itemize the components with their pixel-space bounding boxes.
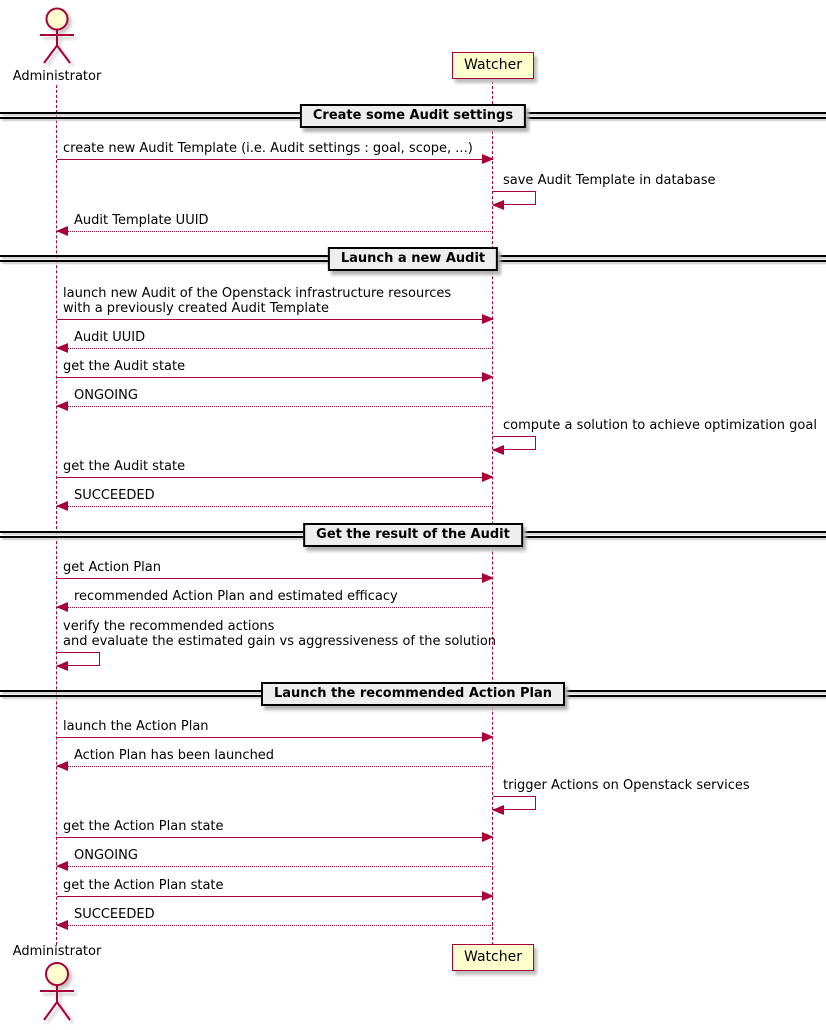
message-label: ONGOING [74,388,138,403]
message [57,560,493,579]
actor-administrator-top [34,7,80,69]
arrowhead-left-icon [56,602,68,612]
arrow-line [57,578,493,579]
self-arrow-loop [493,191,536,205]
section-divider [0,682,826,708]
message-label: compute a solution to achieve optimization goal [503,418,817,433]
message-label: get Action Plan [63,560,161,575]
arrowhead-right-icon [482,314,494,324]
arrowhead-left-icon [56,661,68,671]
self-message [57,619,496,666]
return-message [57,388,493,407]
participant-watcher-top: Watcher [452,52,534,79]
arrow-line [57,506,493,507]
section-divider [0,104,826,130]
actor-label-administrator-bottom: Administrator [12,944,102,959]
arrow-line [57,925,493,926]
arrow-line [57,766,493,767]
actor-administrator-bottom [34,961,80,1027]
arrowhead-left-icon [56,226,68,236]
arrow-line [57,377,493,378]
arrowhead-right-icon [482,372,494,382]
message-label: Action Plan has been launched [74,748,275,763]
message-label: verify the recommended actions [63,619,275,634]
section-divider [0,523,826,549]
message [57,141,493,160]
arrow-line [57,837,493,838]
message [57,819,493,838]
self-arrow-loop [493,796,536,810]
arrow-line [57,607,493,608]
arrowhead-right-icon [482,573,494,583]
arrow-line [57,231,493,232]
arrowhead-left-icon [56,501,68,511]
arrow-line [57,737,493,738]
self-message [493,418,817,450]
return-message [57,589,493,608]
arrowhead-left-icon [56,861,68,871]
message-label: SUCCEEDED [74,907,155,922]
arrow-line [57,159,493,160]
message-label: get the Action Plan state [63,878,224,893]
message [57,719,493,738]
lifeline-watcher [492,81,493,945]
arrowhead-right-icon [482,891,494,901]
participant-watcher-bottom: Watcher [452,944,534,971]
message-label: get the Audit state [63,459,186,474]
return-message [57,330,493,349]
return-message [57,907,493,926]
arrowhead-right-icon [482,154,494,164]
message-label: Audit Template UUID [74,213,209,228]
message-label: ONGOING [74,848,138,863]
message-label: save Audit Template in database [503,173,716,188]
arrowhead-right-icon [482,732,494,742]
arrowhead-left-icon [56,343,68,353]
arrowhead-left-icon [492,445,504,455]
message [57,359,493,378]
self-arrow-loop [493,436,536,450]
section-divider-label: Launch a new Audit [328,247,498,271]
arrow-line [57,477,493,478]
message [57,878,493,897]
actor-stick-figure-icon [34,7,80,65]
message-label: and evaluate the estimated gain vs aggressiveness of the solution [63,634,497,649]
self-arrow-loop [57,652,100,666]
actor-stick-figure-icon [34,961,80,1023]
arrow-line [57,896,493,897]
arrowhead-left-icon [492,200,504,210]
section-divider [0,247,826,273]
return-message [57,748,493,767]
self-message [493,173,716,205]
message-label: with a previously created Audit Template [63,301,330,316]
section-divider-label: Get the result of the Audit [303,523,523,547]
message-label: launch the Action Plan [63,719,209,734]
message-label: create new Audit Template (i.e. Audit settings : goal, scope, ...) [63,141,473,156]
return-message [57,488,493,507]
message-label: get the Action Plan state [63,819,224,834]
message-label: Audit UUID [74,330,146,345]
message-label: trigger Actions on Openstack services [503,778,750,793]
arrowhead-left-icon [492,805,504,815]
arrowhead-right-icon [482,472,494,482]
message-label: SUCCEEDED [74,488,155,503]
arrowhead-left-icon [56,761,68,771]
return-message [57,848,493,867]
message [57,286,493,320]
section-divider-label: Launch the recommended Action Plan [261,682,565,706]
message-label: get the Audit state [63,359,186,374]
message-label: recommended Action Plan and estimated efficacy [74,589,398,604]
section-divider-label: Create some Audit settings [300,104,526,128]
arrowhead-left-icon [56,401,68,411]
return-message [57,213,493,232]
arrow-line [57,406,493,407]
message [57,459,493,478]
arrow-line [57,319,493,320]
message-label: launch new Audit of the Openstack infrastructure resources [63,286,452,301]
actor-label-administrator-top: Administrator [12,69,102,84]
arrowhead-left-icon [56,920,68,930]
arrow-line [57,866,493,867]
arrowhead-right-icon [482,832,494,842]
arrow-line [57,348,493,349]
self-message [493,778,750,810]
